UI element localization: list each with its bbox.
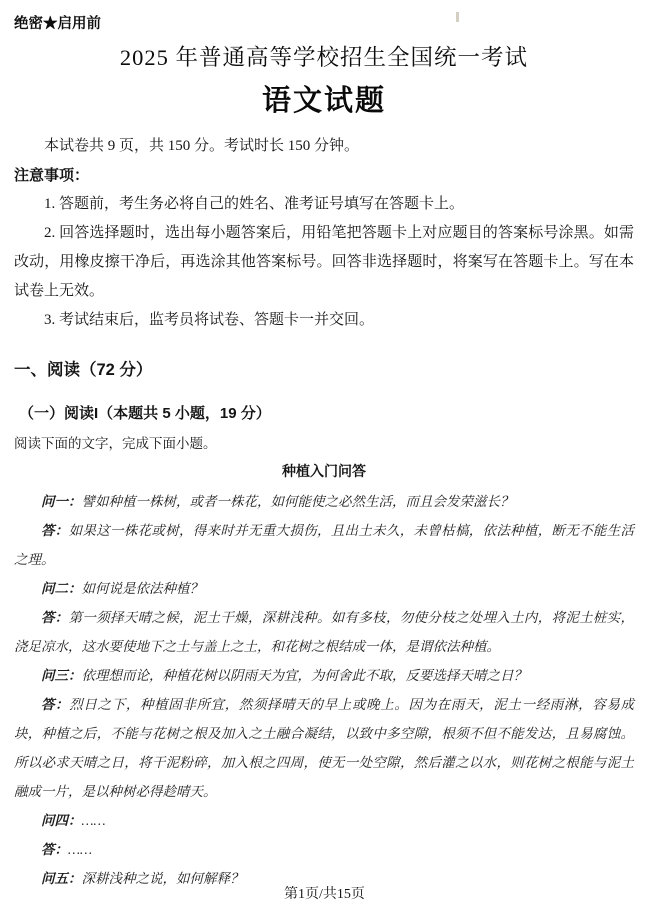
qa-text: 譬如种植一株树，或者一株花，如何能使之必然生活，而且会发荣滋长？ bbox=[81, 494, 514, 509]
notice-item: 2. 回答选择题时，选出每小题答案后，用铅笔把答题卡上对应题目的答案标号涂黑。如需改动，用橡皮擦干净后，再选涂其他答案标号。回答非选择题时，将案写在答题卡上。写在本试卷上无效。 bbox=[14, 225, 634, 299]
qa-paragraph bbox=[14, 690, 634, 806]
qa-label: 问四： bbox=[41, 813, 82, 828]
qa-label: 问一： bbox=[41, 494, 82, 509]
passage-qa-list bbox=[14, 487, 634, 893]
qa-label: 答： bbox=[41, 697, 70, 712]
qa-paragraph bbox=[14, 603, 634, 661]
page-number-indicator: 第1页/共15页 bbox=[284, 887, 365, 902]
qa-label: 答： bbox=[41, 842, 68, 857]
qa-paragraph bbox=[14, 516, 634, 574]
notice-heading: 注意事项： bbox=[14, 167, 90, 184]
qa-paragraph bbox=[14, 806, 634, 835]
classification-banner: 绝密★启用前 bbox=[14, 16, 101, 32]
reading-instruction: 阅读下面的文字，完成下面小题。 bbox=[14, 436, 217, 451]
qa-label: 问三： bbox=[41, 668, 82, 683]
qa-label: 答： bbox=[41, 523, 69, 538]
qa-text: 深耕浅种之说，如何解释？ bbox=[81, 871, 244, 886]
qa-label: 答： bbox=[41, 610, 69, 625]
qa-paragraph bbox=[14, 574, 634, 603]
exam-title: 2025 年普通高等学校招生全国统一考试 bbox=[119, 45, 529, 70]
qa-label: 问二： bbox=[41, 581, 82, 596]
qa-text: …… bbox=[81, 813, 106, 828]
stray-scan-mark bbox=[456, 12, 459, 22]
notice-list bbox=[14, 190, 634, 335]
subsection-heading-reading-1: （一）阅读I（本题共 5 小题，19 分） bbox=[19, 405, 271, 422]
qa-paragraph bbox=[14, 661, 634, 690]
notice-item: 1. 答题前，考生务必将自己的姓名、准考证号填写在答题卡上。 bbox=[44, 196, 465, 212]
qa-paragraph bbox=[14, 487, 634, 516]
section-heading-reading: 一、阅读（72 分） bbox=[14, 361, 153, 379]
qa-paragraph bbox=[14, 835, 634, 864]
qa-text: …… bbox=[68, 842, 93, 857]
qa-text: 烈日之下，种植固非所宜，然须择晴天的早上或晚上。因为在雨天，泥土一经雨淋，容易成块，种植之后，不能与花树之根及加入之土融合凝结，以致中多空隙，根须不但不能发达，且易腐蚀。所以必求天晴之日，将干泥粉碎，加入根之四周，使无一处空隙，然后灌之以水，则花树之根能与泥土融成一片，是以种树必得趁晴天。 bbox=[14, 697, 635, 799]
qa-label: 问五： bbox=[41, 871, 82, 886]
qa-text: 第一须择天晴之候，泥土干燥，深耕浅种。如有多枝，勿使分枝之处埋入土内，将泥土桩实，浇足凉水，这水要使地下之土与盖上之土，和花树之根结成一体，是谓依法种植。 bbox=[14, 610, 635, 654]
subject-title: 语文试题 bbox=[261, 85, 386, 117]
passage-title: 种植入门问答 bbox=[282, 465, 366, 480]
qa-text: 如果这一株花或树，得来时并无重大损伤，且出土未久，未曾枯槁，依法种植，断无不能生活之理。 bbox=[14, 523, 635, 567]
qa-text: 如何说是依法种植？ bbox=[81, 581, 203, 596]
qa-text: 依理想而论，种植花树以阴雨天为宜，为何舍此不取，反要选择天晴之日？ bbox=[81, 668, 527, 683]
notice-item: 3. 考试结束后，监考员将试卷、答题卡一并交回。 bbox=[44, 312, 375, 328]
exam-info-line: 本试卷共 9 页，共 150 分。考试时长 150 分钟。 bbox=[44, 138, 360, 154]
